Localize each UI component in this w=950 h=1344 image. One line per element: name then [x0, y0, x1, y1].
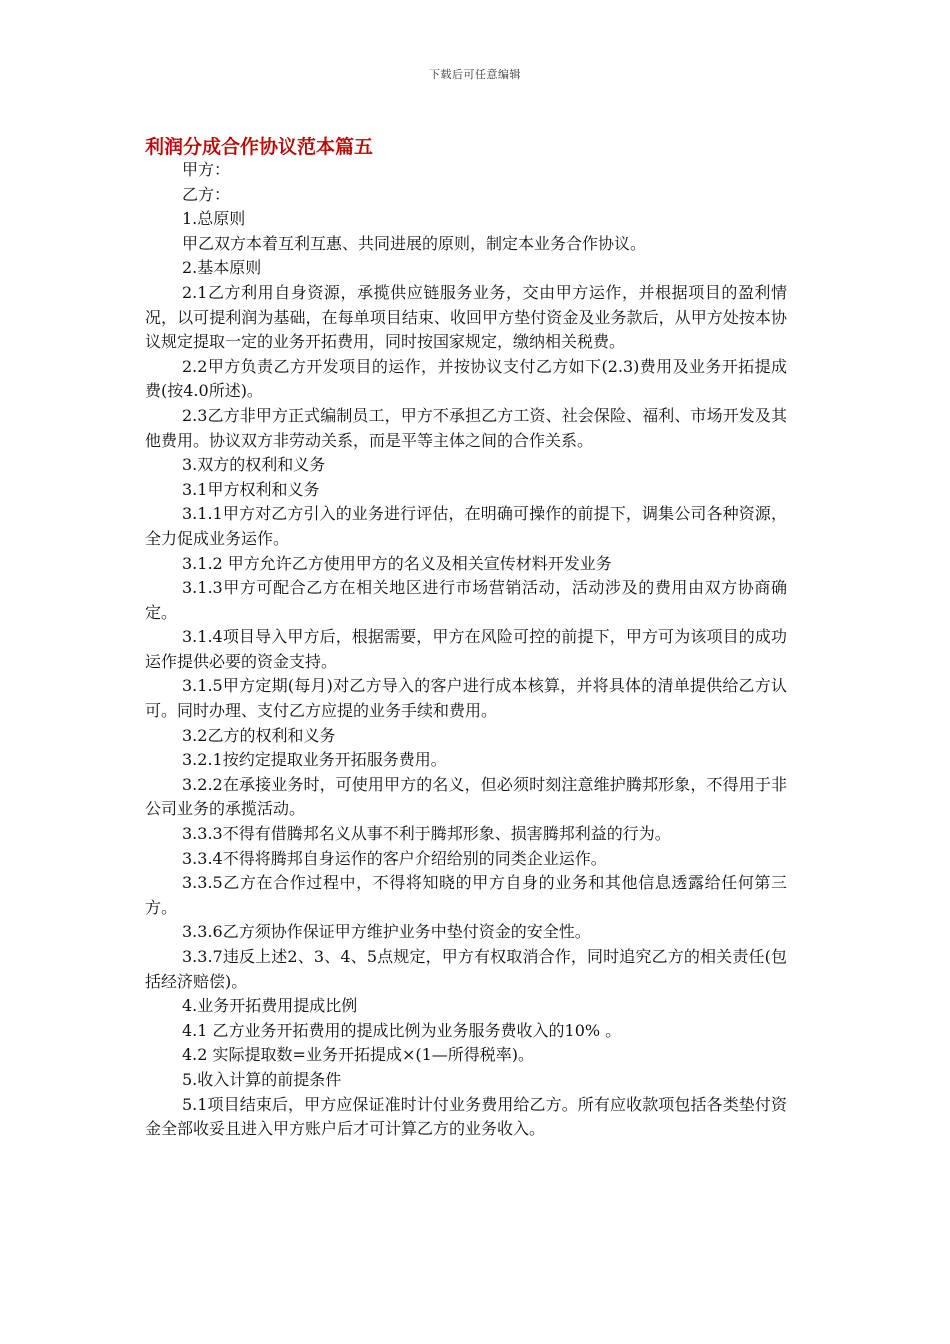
party-b: 乙方：: [182, 184, 231, 204]
paragraph: 5.1项目结束后，甲方应保证准时计付业务费用给乙方。所有应收款项包括各类垫付资金全部收妥且进入甲方账户后才可计算乙方的业务收入。: [145, 1094, 787, 1139]
paragraph: 3.2.2在承接业务时，可使用甲方的名义，但必须时刻注意维护腾邦形象，不得用于非公司业务的承揽活动。: [145, 774, 787, 819]
paragraph: 2.1乙方利用自身资源，承揽供应链服务业务，交由甲方运作，并根据项目的盈利情况，以可提利润为基础，在每单项目结束、收回甲方垫付资金及业务款后，从甲方处按本协议规定提取一定的业务开拓费用，同时按国家规定，缴纳相关税费。: [145, 282, 787, 352]
paragraph: 2.3乙方非甲方正式编制员工，甲方不承担乙方工资、社会保险、福利、市场开发及其他费用。协议双方非劳动关系，而是平等主体之间的合作关系。: [145, 405, 787, 450]
paragraph: 3.3.5乙方在合作过程中，不得将知晓的甲方自身的业务和其他信息透露给任何第三方。: [145, 873, 787, 917]
document-body: [145, 158, 787, 1142]
section-heading: 4.业务开拓费用提成比例: [182, 996, 358, 1016]
paragraph: 3.1.2 甲方允许乙方使用甲方的名义及相关宣传材料开发业务: [182, 553, 612, 573]
paragraph: 4.1 乙方业务开拓费用的提成比例为业务服务费收入的10% 。: [182, 1020, 622, 1040]
paragraph: 甲乙双方本着互利互惠、共同进展的原则，制定本业务合作协议。: [182, 233, 647, 253]
subsection-heading: 3.2乙方的权利和义务: [182, 725, 336, 745]
subsection-heading: 3.1甲方权利和义务: [182, 479, 320, 499]
paragraph: 3.1.1甲方对乙方引入的业务进行评估，在明确可操作的前提下，调集公司各种资源，全力促成业务运作。: [145, 504, 787, 548]
section-heading: 3.双方的权利和义务: [182, 455, 326, 475]
paragraph: 3.1.3甲方可配合乙方在相关地区进行市场营销活动，活动涉及的费用由双方协商确定。: [145, 578, 787, 622]
section-heading: 1.总原则: [182, 209, 246, 229]
paragraph: 3.3.6乙方须协作保证甲方维护业务中垫付资金的安全性。: [182, 922, 591, 942]
paragraph: 3.1.4项目导入甲方后，根据需要，甲方在风险可控的前提下，甲方可为该项目的成功运作提供必要的资金支持。: [145, 627, 787, 671]
paragraph: 2.2甲方负责乙方开发项目的运作，并按协议支付乙方如下(2.3)费用及业务开拓提成费(按4.0所述)。: [145, 356, 787, 401]
header-note: 下载后可任意编辑: [429, 68, 521, 81]
paragraph: 3.2.1按约定提取业务开拓服务费用。: [182, 750, 447, 770]
section-heading: 5.收入计算的前提条件: [182, 1069, 342, 1089]
paragraph: 3.3.7违反上述2、3、4、5点规定，甲方有权取消合作，同时追究乙方的相关责任(包括经济赔偿)。: [145, 947, 787, 991]
party-a: 甲方：: [182, 160, 231, 179]
section-heading: 2.基本原则: [182, 258, 262, 278]
paragraph: 3.3.4不得将腾邦自身运作的客户介绍给别的同类企业运作。: [182, 848, 607, 868]
paragraph: 3.1.5甲方定期(每月)对乙方导入的客户进行成本核算，并将具体的清单提供给乙方认可。同时办理、支付乙方应提的业务手续和费用。: [145, 676, 787, 721]
paragraph: 3.3.3不得有借腾邦名义从事不利于腾邦形象、损害腾邦利益的行为。: [182, 824, 671, 844]
paragraph: 4.2 实际提取数=业务开拓提成×(1—所得税率)。: [182, 1045, 535, 1065]
document-title: 利润分成合作协议范本篇五: [145, 136, 374, 158]
